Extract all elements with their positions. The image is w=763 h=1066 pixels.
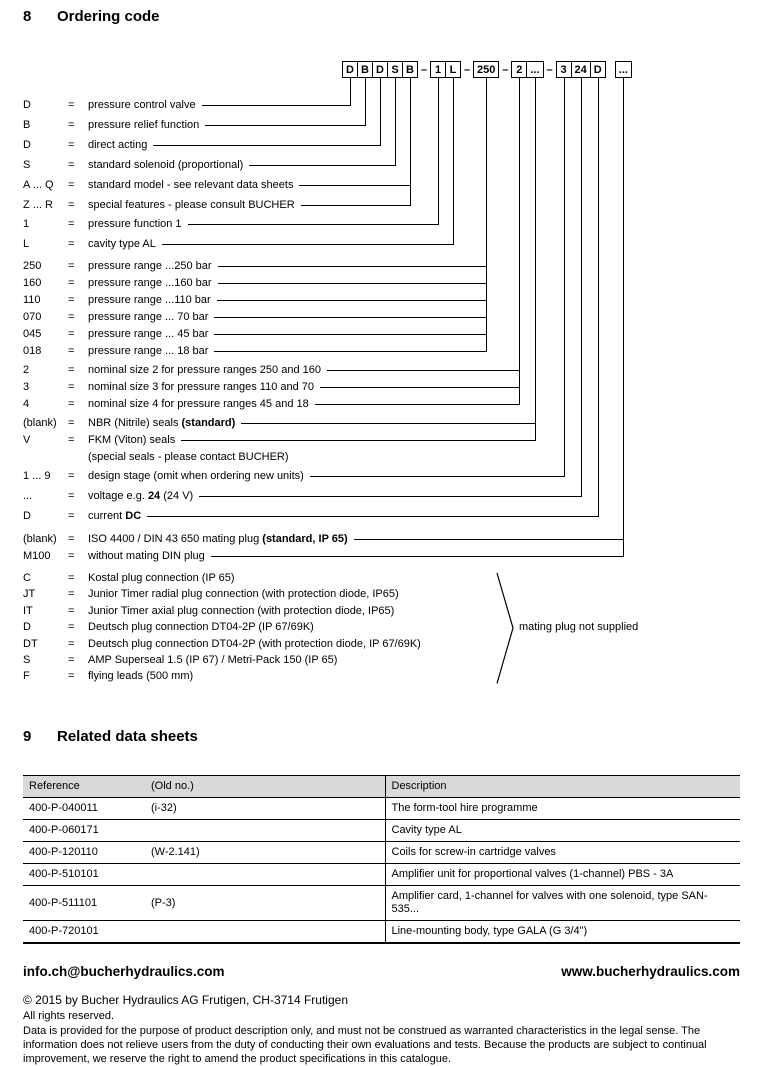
column-header: Description [385, 776, 740, 798]
legend-code: 070 [23, 311, 42, 323]
legend-equals: = [68, 260, 75, 272]
legend-description: AMP Superseal 1.5 (IP 67) / Metri-Pack 150 (IP 65) [88, 654, 338, 666]
legend-code: (blank) [23, 417, 57, 429]
column-header: (Old no.) [145, 776, 385, 798]
related-datasheets-table [23, 775, 740, 944]
legend-row [23, 328, 208, 341]
old-no-cell [145, 921, 385, 944]
code-separator-dash: – [546, 63, 553, 76]
legend-equals: = [68, 158, 75, 171]
legend-row [23, 311, 208, 324]
old-no-cell: (i-32) [145, 798, 385, 820]
legend-code: 3 [23, 381, 30, 393]
legend-code: 4 [23, 398, 30, 410]
code-box: 1 [430, 61, 446, 78]
code-box: D [342, 61, 358, 78]
legend-description: direct acting [88, 138, 148, 151]
legend-description: standard solenoid (proportional) [88, 158, 244, 171]
legend-row [23, 470, 304, 483]
old-no-cell: (W-2.141) [145, 842, 385, 864]
legend-code: 110 [23, 294, 41, 306]
legend-row [23, 451, 289, 464]
code-box: B [402, 61, 418, 78]
legend-row [23, 159, 243, 172]
legend-description: pressure range ... 18 bar [88, 345, 209, 357]
legend-description: cavity type AL [88, 238, 156, 251]
legend-equals: = [68, 118, 75, 131]
legend-row [23, 670, 193, 683]
legend-row [23, 588, 399, 601]
table-header-row [23, 776, 740, 798]
legend-description: FKM (Viton) seals [88, 434, 176, 446]
legend-description: pressure relief function [88, 118, 200, 131]
legend-code: (blank) [23, 533, 57, 545]
email-link[interactable]: info.ch@bucherhydraulics.com [23, 964, 225, 979]
legend-code: C [23, 572, 31, 584]
legend-row [23, 260, 212, 273]
description-cell: Amplifier unit for proportional valves (1-channel) PBS - 3A [385, 864, 740, 886]
description-cell: The form-tool hire programme [385, 798, 740, 820]
legend-code: 2 [23, 364, 30, 376]
datasheet-row [23, 798, 740, 820]
code-box: ... [526, 61, 543, 78]
legend-equals: = [68, 604, 75, 617]
code-box: 2 [511, 61, 527, 78]
legend-description: Kostal plug connection (IP 65) [88, 572, 235, 584]
legend-description: design stage (omit when ordering new units) [88, 470, 304, 482]
legend-description: pressure range ...160 bar [88, 277, 212, 289]
legend-code: Z ... R [23, 198, 53, 211]
ordering-code-diagram [23, 55, 740, 715]
legend-code: D [23, 138, 31, 151]
legend-row [23, 533, 348, 546]
legend-code: M100 [23, 550, 51, 562]
legend-row [23, 510, 141, 523]
code-box: L [445, 61, 461, 78]
section-title: Related data sheets [57, 728, 198, 745]
legend-description: special features - please consult BUCHER [88, 198, 295, 211]
legend-code: V [23, 434, 31, 446]
legend-code: A ... Q [23, 178, 54, 191]
legend-equals: = [68, 238, 75, 251]
legend-equals: = [68, 490, 75, 502]
legend-row [23, 99, 196, 112]
legend-equals: = [68, 198, 75, 211]
legend-equals: = [68, 588, 75, 601]
legal-text: Data is provided for the purpose of product description only, and must not be construed as warranted characteristics in the legal sense. The information does not relieve users from the duty of conducting their own evaluations and tests. Because the products are subject to continual improvement, we reserve the right to amend the product specifications in this catalogue. [23, 1025, 707, 1065]
legend-code: IT [23, 604, 33, 617]
legend-description: without mating DIN plug [88, 550, 205, 562]
legend-code: 045 [23, 328, 42, 340]
legend-code: JT [23, 588, 36, 601]
legend-equals: = [68, 364, 75, 376]
legend-equals: = [68, 572, 75, 584]
legend-description: ISO 4400 / DIN 43 650 mating plug (standard, IP 65) [88, 533, 348, 545]
legend-row [23, 364, 321, 377]
legend-code: 160 [23, 277, 42, 289]
legend-code: ... [23, 490, 33, 502]
brace-note: mating plug not supplied [519, 621, 639, 633]
code-box: B [357, 61, 373, 78]
code-separator-dash: – [420, 63, 428, 76]
code-box: 250 [473, 61, 499, 78]
legend-row [23, 621, 314, 634]
legend-equals: = [68, 533, 75, 545]
datasheet-row [23, 820, 740, 842]
legend-row [23, 417, 235, 430]
legend-code: S [23, 158, 31, 171]
contact-row [23, 964, 740, 979]
legend-equals: = [68, 654, 75, 666]
legend-equals: = [68, 138, 75, 151]
legend-description: nominal size 3 for pressure ranges 110 and 70 [88, 381, 315, 393]
legend-description: pressure range ... 70 bar [88, 311, 209, 323]
legend-row [23, 605, 394, 618]
legend-description: (special seals - please contact BUCHER) [88, 451, 289, 463]
website-link[interactable]: www.bucherhydraulics.com [561, 964, 740, 979]
old-no-cell [145, 864, 385, 886]
legend-row [23, 381, 314, 394]
legend-description: Deutsch plug connection DT04-2P (with protection diode, IP 67/69K) [88, 637, 421, 650]
legend-row [23, 434, 175, 447]
legend-row [23, 638, 421, 651]
legend-row [23, 294, 211, 307]
section-number: 9 [23, 728, 32, 745]
section-title: Ordering code [57, 8, 160, 25]
legend-row [23, 218, 182, 231]
legend-row [23, 179, 293, 192]
legend-equals: = [68, 99, 75, 111]
legend-row [23, 277, 212, 290]
reference-cell: 400-P-060171 [23, 820, 145, 842]
legend-description: pressure function 1 [88, 218, 182, 231]
legend-code: D [23, 510, 31, 522]
legend-row [23, 398, 309, 411]
legend-equals: = [68, 311, 75, 323]
code-box: S [387, 61, 403, 78]
legend-row [23, 199, 295, 212]
legend-code: 1 [23, 218, 30, 231]
description-cell: Line-mounting body, type GALA (G 3/4") [385, 921, 740, 944]
section-heading-related-data-sheets [23, 728, 740, 746]
legend-equals: = [68, 510, 75, 522]
code-separator-dash: – [463, 63, 471, 76]
reference-cell: 400-P-511101 [23, 886, 145, 921]
legend-row [23, 345, 208, 358]
page-footer [23, 964, 740, 1066]
legend-equals: = [68, 277, 75, 289]
legend-description: current DC [88, 510, 142, 522]
legend-equals: = [68, 470, 75, 482]
legend-description: pressure range ...250 bar [88, 260, 212, 272]
legend-description: pressure control valve [88, 99, 196, 111]
datasheet-row [23, 921, 740, 944]
legend-row [23, 119, 199, 132]
section-heading-ordering-code [23, 0, 740, 26]
description-cell: Cavity type AL [385, 820, 740, 842]
code-box: ... [615, 61, 632, 78]
copyright-line: © 2015 by Bucher Hydraulics AG Frutigen, CH-3714 Frutigen [23, 993, 348, 1007]
legend-row [23, 238, 156, 251]
legend-equals: = [68, 637, 75, 650]
legend-equals: = [68, 621, 75, 634]
legend-equals: = [68, 345, 75, 357]
ordering-legend [23, 55, 740, 715]
legend-code: DT [23, 637, 38, 650]
legend-description: flying leads (500 mm) [88, 670, 194, 683]
column-header: Reference [23, 776, 145, 798]
old-no-cell: (P-3) [145, 886, 385, 921]
legend-code: L [23, 238, 30, 251]
datasheet-row [23, 886, 740, 921]
datasheet-row [23, 842, 740, 864]
legend-description: pressure range ...110 bar [88, 294, 211, 306]
legend-description: voltage e.g. 24 (24 V) [88, 490, 194, 502]
rights-line: All rights reserved. [23, 1010, 115, 1022]
legend-equals: = [68, 434, 75, 446]
legend-code: S [23, 654, 31, 666]
legend-equals: = [68, 178, 75, 191]
legend-description: Deutsch plug connection DT04-2P (IP 67/69K) [88, 621, 314, 634]
code-box: 24 [571, 61, 591, 78]
legend-row [23, 654, 337, 667]
code-separator-dash: – [502, 63, 509, 76]
legend-equals: = [68, 328, 75, 340]
legend-code: D [23, 99, 31, 111]
legend-code: D [23, 621, 31, 634]
code-box: D [372, 61, 388, 78]
legend-equals: = [68, 381, 75, 393]
legend-equals: = [68, 550, 75, 562]
legend-equals: = [68, 294, 75, 306]
old-no-cell [145, 820, 385, 842]
description-cell: Coils for screw-in cartridge valves [385, 842, 740, 864]
legend-description: standard model - see relevant data sheets [88, 178, 294, 191]
datasheet-row [23, 864, 740, 886]
legend-equals: = [68, 417, 75, 429]
legend-equals: = [68, 670, 75, 683]
code-box: 3 [556, 61, 572, 78]
reference-cell: 400-P-510101 [23, 864, 145, 886]
legend-code: F [23, 670, 30, 683]
legend-description: nominal size 2 for pressure ranges 250 and 160 [88, 364, 321, 376]
reference-cell: 400-P-120110 [23, 842, 145, 864]
legend-description: pressure range ... 45 bar [88, 328, 209, 340]
reference-cell: 400-P-720101 [23, 921, 145, 944]
code-box: D [590, 61, 606, 78]
legend-code: 018 [23, 345, 42, 357]
description-cell: Amplifier card, 1-channel for valves with one solenoid, type SAN-535... [385, 886, 740, 921]
legend-description: NBR (Nitrile) seals (standard) [88, 417, 236, 429]
legend-code: 250 [23, 260, 42, 272]
legend-row [23, 572, 235, 585]
legend-equals: = [68, 218, 75, 231]
legend-code: B [23, 118, 31, 131]
legend-description: Junior Timer radial plug connection (with protection diode, IP65) [88, 588, 399, 601]
legend-code: 1 ... 9 [23, 470, 51, 482]
legend-row [23, 139, 147, 152]
legend-row [23, 490, 193, 503]
legend-description: Junior Timer axial plug connection (with protection diode, IP65) [88, 604, 395, 617]
legend-equals: = [68, 398, 75, 410]
section-number: 8 [23, 8, 32, 25]
legend-row [23, 550, 205, 563]
legend-description: nominal size 4 for pressure ranges 45 and 18 [88, 398, 309, 410]
reference-cell: 400-P-040011 [23, 798, 145, 820]
